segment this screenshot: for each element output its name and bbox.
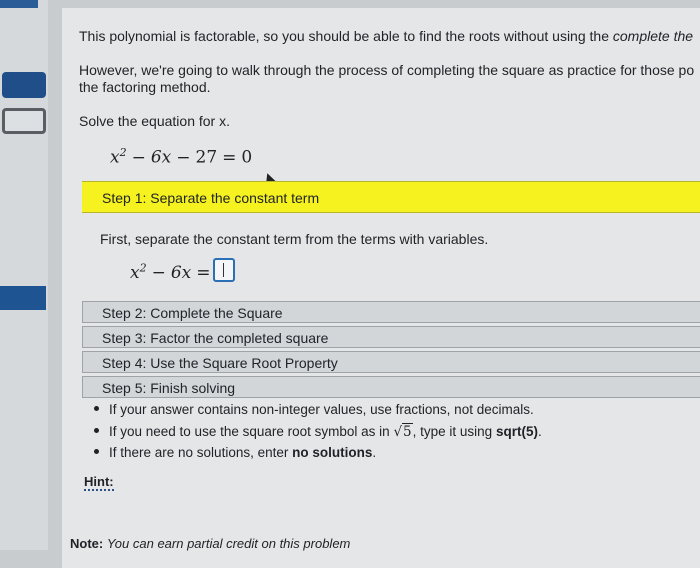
sidebar-nav-button-outline[interactable] [2,108,46,134]
main-equation [110,146,252,168]
bullet-text-2: If you need to use the square root symbol as in [109,424,390,439]
sqrt-syntax: sqrt(5) [495,424,538,439]
eq-op1: − [131,147,146,168]
bullet-dot-icon [94,449,99,454]
bullet-item [94,445,376,460]
eq-rhs: 0 [241,147,253,168]
sqrt-symbol: √ [393,424,403,440]
bullet-text-2-mid: , type it using [412,424,493,439]
sidebar-active-indicator[interactable] [0,286,46,310]
instruction-text: Solve the equation for x. [79,113,230,129]
intro-line-1 [79,28,693,44]
left-sidebar [0,0,48,550]
eq-equals: = [222,147,237,168]
step-3-label: Step 3: Factor the completed square [102,330,329,346]
bullet-item [94,402,534,417]
eq-const: 27 [195,147,218,168]
step-4-label: Step 4: Use the Square Root Property [102,355,338,371]
step-1-description: First, separate the constant term from the terms with variables. [100,231,489,247]
intro-emphasis: complete the [612,28,694,44]
s1-term: 6x [170,263,192,283]
eq-op2: − [176,147,191,168]
bullet-text-3-end: . [372,445,377,460]
sidebar-nav-button[interactable] [2,72,46,98]
eq-term: 6x [150,147,172,168]
bullet-item [94,424,542,440]
eq-var: x [110,147,120,168]
partial-credit-note [70,536,350,551]
step-4-header[interactable] [82,351,700,373]
step-1-header[interactable] [82,181,700,213]
sidebar-top-tab[interactable] [0,0,38,8]
answer-input[interactable] [213,258,235,282]
step-2-header[interactable] [82,301,700,323]
s1-equals: = [196,263,211,283]
intro-text-1: This polynomial is factorable, so you should be able to find the roots without using the [79,28,609,44]
s1-op: − [151,263,166,283]
sqrt-radicand: 5 [403,424,412,440]
bullet-dot-icon [94,428,99,433]
step-2-label: Step 2: Complete the Square [102,305,283,321]
text-caret [223,263,224,277]
step-5-header[interactable] [82,376,700,398]
intro-line-3: the factoring method. [79,79,211,95]
bullet-text-2-end: . [537,424,542,439]
no-solutions-keyword: no solutions [292,445,373,460]
step-1-equation [130,258,235,283]
s1-exp: 2 [139,261,147,275]
hint-link[interactable]: Hint: [84,474,114,489]
step-1-label: Step 1: Separate the constant term [102,190,320,206]
eq-exp: 2 [119,146,127,159]
note-label: Note: [70,536,104,551]
s1-var: x [130,263,140,283]
step-5-label: Step 5: Finish solving [102,380,236,396]
step-3-header[interactable] [82,326,700,348]
bullet-text-3: If there are no solutions, enter [109,445,289,460]
bullet-dot-icon [94,406,99,411]
intro-line-2: However, we're going to walk through the process of completing the square as practice for those po [79,62,695,78]
bullet-text-1: If your answer contains non-integer values, use fractions, not decimals. [109,402,534,417]
note-text: You can earn partial credit on this problem [106,536,351,551]
sqrt-expression [393,423,412,440]
